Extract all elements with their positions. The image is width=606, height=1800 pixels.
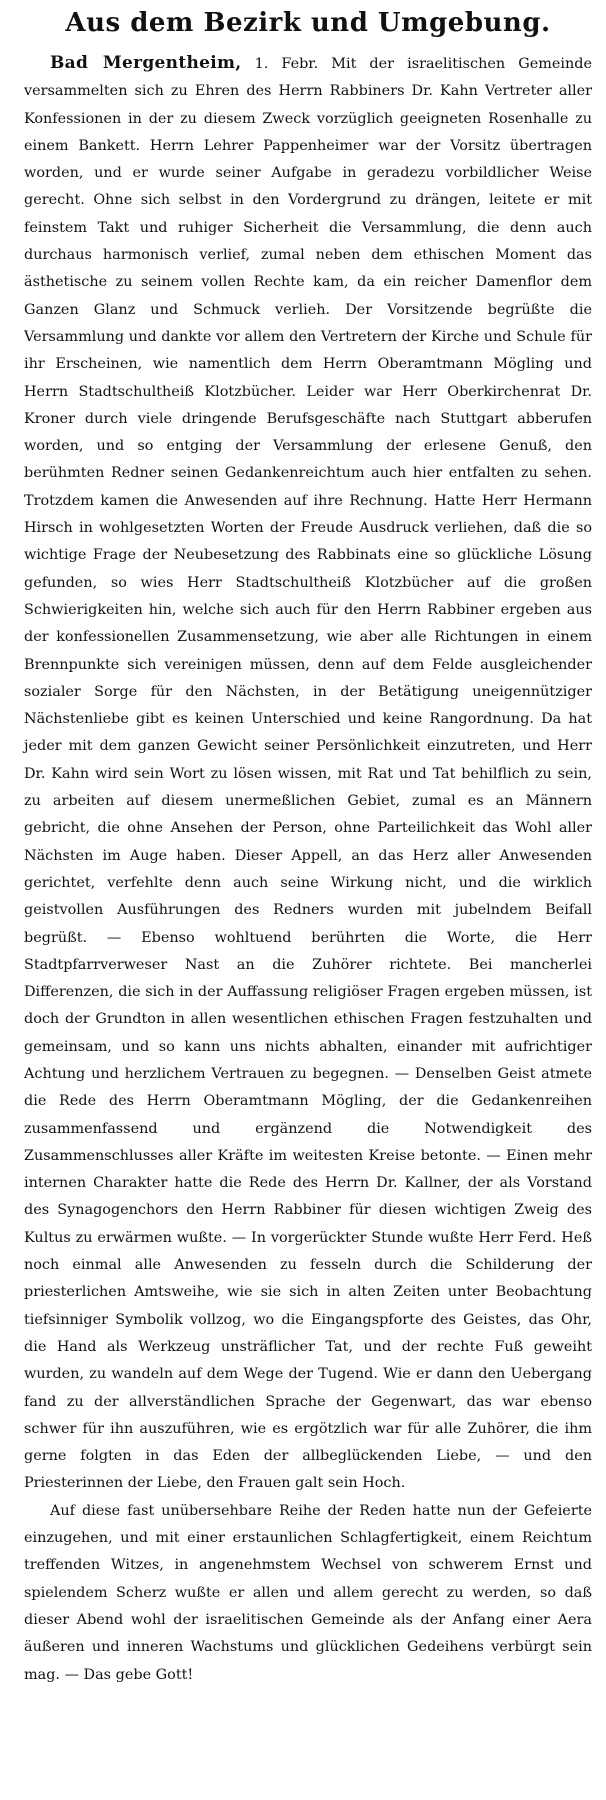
article-paragraph-2: Auf diese fast unübersehbare Reihe der Reden hatte nun der Gefeierte einzugehen, und mit einer erstaunlichen Schlagfertigkeit, einem Reichtum treffenden Witzes, in angenehmstem Wechsel von schwerem Ernst und spielendem Scherz wußte er allen und allem gerecht zu werden, so daß dieser Abend wohl der israelitischen Gemeinde als der Anfang einer Aera äußeren und inneren Wachstums und glücklichen Gedeihens verbürgt sein mag. — Das gebe Gott! [24, 1502, 592, 1683]
article-body [24, 50, 592, 1689]
paragraph-text: Mit der israelitischen Gemeinde versammelten sich zu Ehren des Herrn Rabbiners Dr. Kahn Vertreter aller Konfessionen in der zu diesem Zweck vorzüglich geeigneten Rosenhalle zu einem Bankett. Herrn Lehrer Pappenheimer war der Vorsitz übertragen worden, und er wurde seiner Aufgabe in geradezu vorbildlicher Weise gerecht. Ohne sich selbst in den Vordergrund zu drängen, leitete er mit feinstem Takt und ruhiger Sicherheit die Versammlung, die denn auch durchaus harmonisch verlief, zumal neben dem ethischen Moment das ästhetische zu seinem vollen Rechte kam, da ein reicher Damenflor dem Ganzen Glanz und Schmuck verlieh. Der Vorsitzende begrüßte die Versammlung und dankte vor allem den Vertretern der Kirche und Schule für ihr Erscheinen, wie namentlich dem Herrn Oberamtmann Mögling und Herrn Stadtschultheiß Klotzbücher. Leider war Herr Oberkirchenrat Dr. Kroner durch viele dringende Berufsgeschäfte nach Stuttgart abberufen worden, und so entging der Versammlung der erlesene Genuß, den berühmten Redner seinen Gedankenreichtum auch hier entfalten zu sehen. Trotzdem kamen die Anwesenden auf ihre Rechnung. Hatte Herr Hermann Hirsch in wohlgesetzten Worten der Freude Ausdruck verliehen, daß die so wichtige Frage der Neubesetzung des Rabbinats eine so glückliche Lösung gefunden, so wies Herr Stadtschultheiß Klotzbücher auf die großen Schwierigkeiten hin, welche sich auch für den Herrn Rabbiner ergeben aus der konfessionellen Zusammensetzung, wie aber alle Richtungen in einem Brennpunkte sich vereinigen müssen, denn auf dem Felde ausgleichender sozialer Sorge für den Nächsten, in der Betätigung uneigennütziger Nächstenliebe gibt es keinen Unterschied und keine Rangordnung. Da hat jeder mit dem ganzen Gewicht seiner Persönlichkeit einzutreten, und Herr Dr. Kahn wird sein Wort zu lösen wissen, mit Rat und Tat behilflich zu sein, zu arbeiten auf diesem unermeßlichen Gebiet, zumal es an Männern gebricht, die ohne Ansehen der Person, ohne Parteilichkeit das Wohl aller Nächsten im Auge haben. Dieser Appell, an das Herz aller Anwesenden gerichtet, verfehlte denn auch seine Wirkung nicht, und die wirklich geistvollen Ausführungen des Redners wurden mit jubelndem Beifall begrüßt. — Ebenso wohltuend berührten die Worte, die Herr Stadtpfarrverweser Nast an die Zuhörer richtete. Bei mancherlei Differenzen, die sich in der Auffassung religiöser Fragen ergeben müssen, ist doch der Grundton in allen wesentlichen ethischen Fragen festzuhalten und gemeinsam, und so kann uns nichts abhalten, einander mit aufrichtiger Achtung und herzlichem Vertrauen zu begegnen. — Denselben Geist atmete die Rede des Herrn Oberamtmann Mögling, der die Gedankenreihen zusammenfassend und ergänzend die Notwendigkeit des Zusammenschlusses aller Kräfte im weitesten Kreise betonte. — Einen mehr internen Charakter hatte die Rede des Herrn Dr. Kallner, der als Vorstand des Synagogenchors den Herrn Rabbiner für diesen wichtigen Zweig des Kultus zu erwärmen wußte. — In vorgerückter Stunde wußte Herr Ferd. Heß noch einmal alle Anwesenden zu fesseln durch die Schilderung der priesterlichen Amtsweihe, wie sie sich in alten Zeiten unter Beobachtung tiefsinniger Symbolik vollzog, wo die Eingangspforte des Geistes, das Ohr, die Hand als Werkzeug unsträflicher Tat, und der rechte Fuß geweiht wurden, zu wandeln auf dem Wege der Tugend. Wie er dann den Uebergang fand zu der allverständlichen Sprache der Gegenwart, das war ebenso schwer für ihn auszuführen, wie es ergötzlich war für alle Zuhörer, die ihm gerne folgten in das Eden der allbeglückenden Liebe, — und den Priesterinnen der Liebe, den Frauen galt sein Hoch. [24, 56, 592, 1492]
dateline-place: Bad Mergentheim, [50, 53, 242, 73]
article-paragraph-1 [24, 50, 592, 1498]
section-headline: Aus dem Bezirk und Umgebung. [65, 8, 551, 38]
dateline-date: 1. Febr. [254, 56, 319, 72]
